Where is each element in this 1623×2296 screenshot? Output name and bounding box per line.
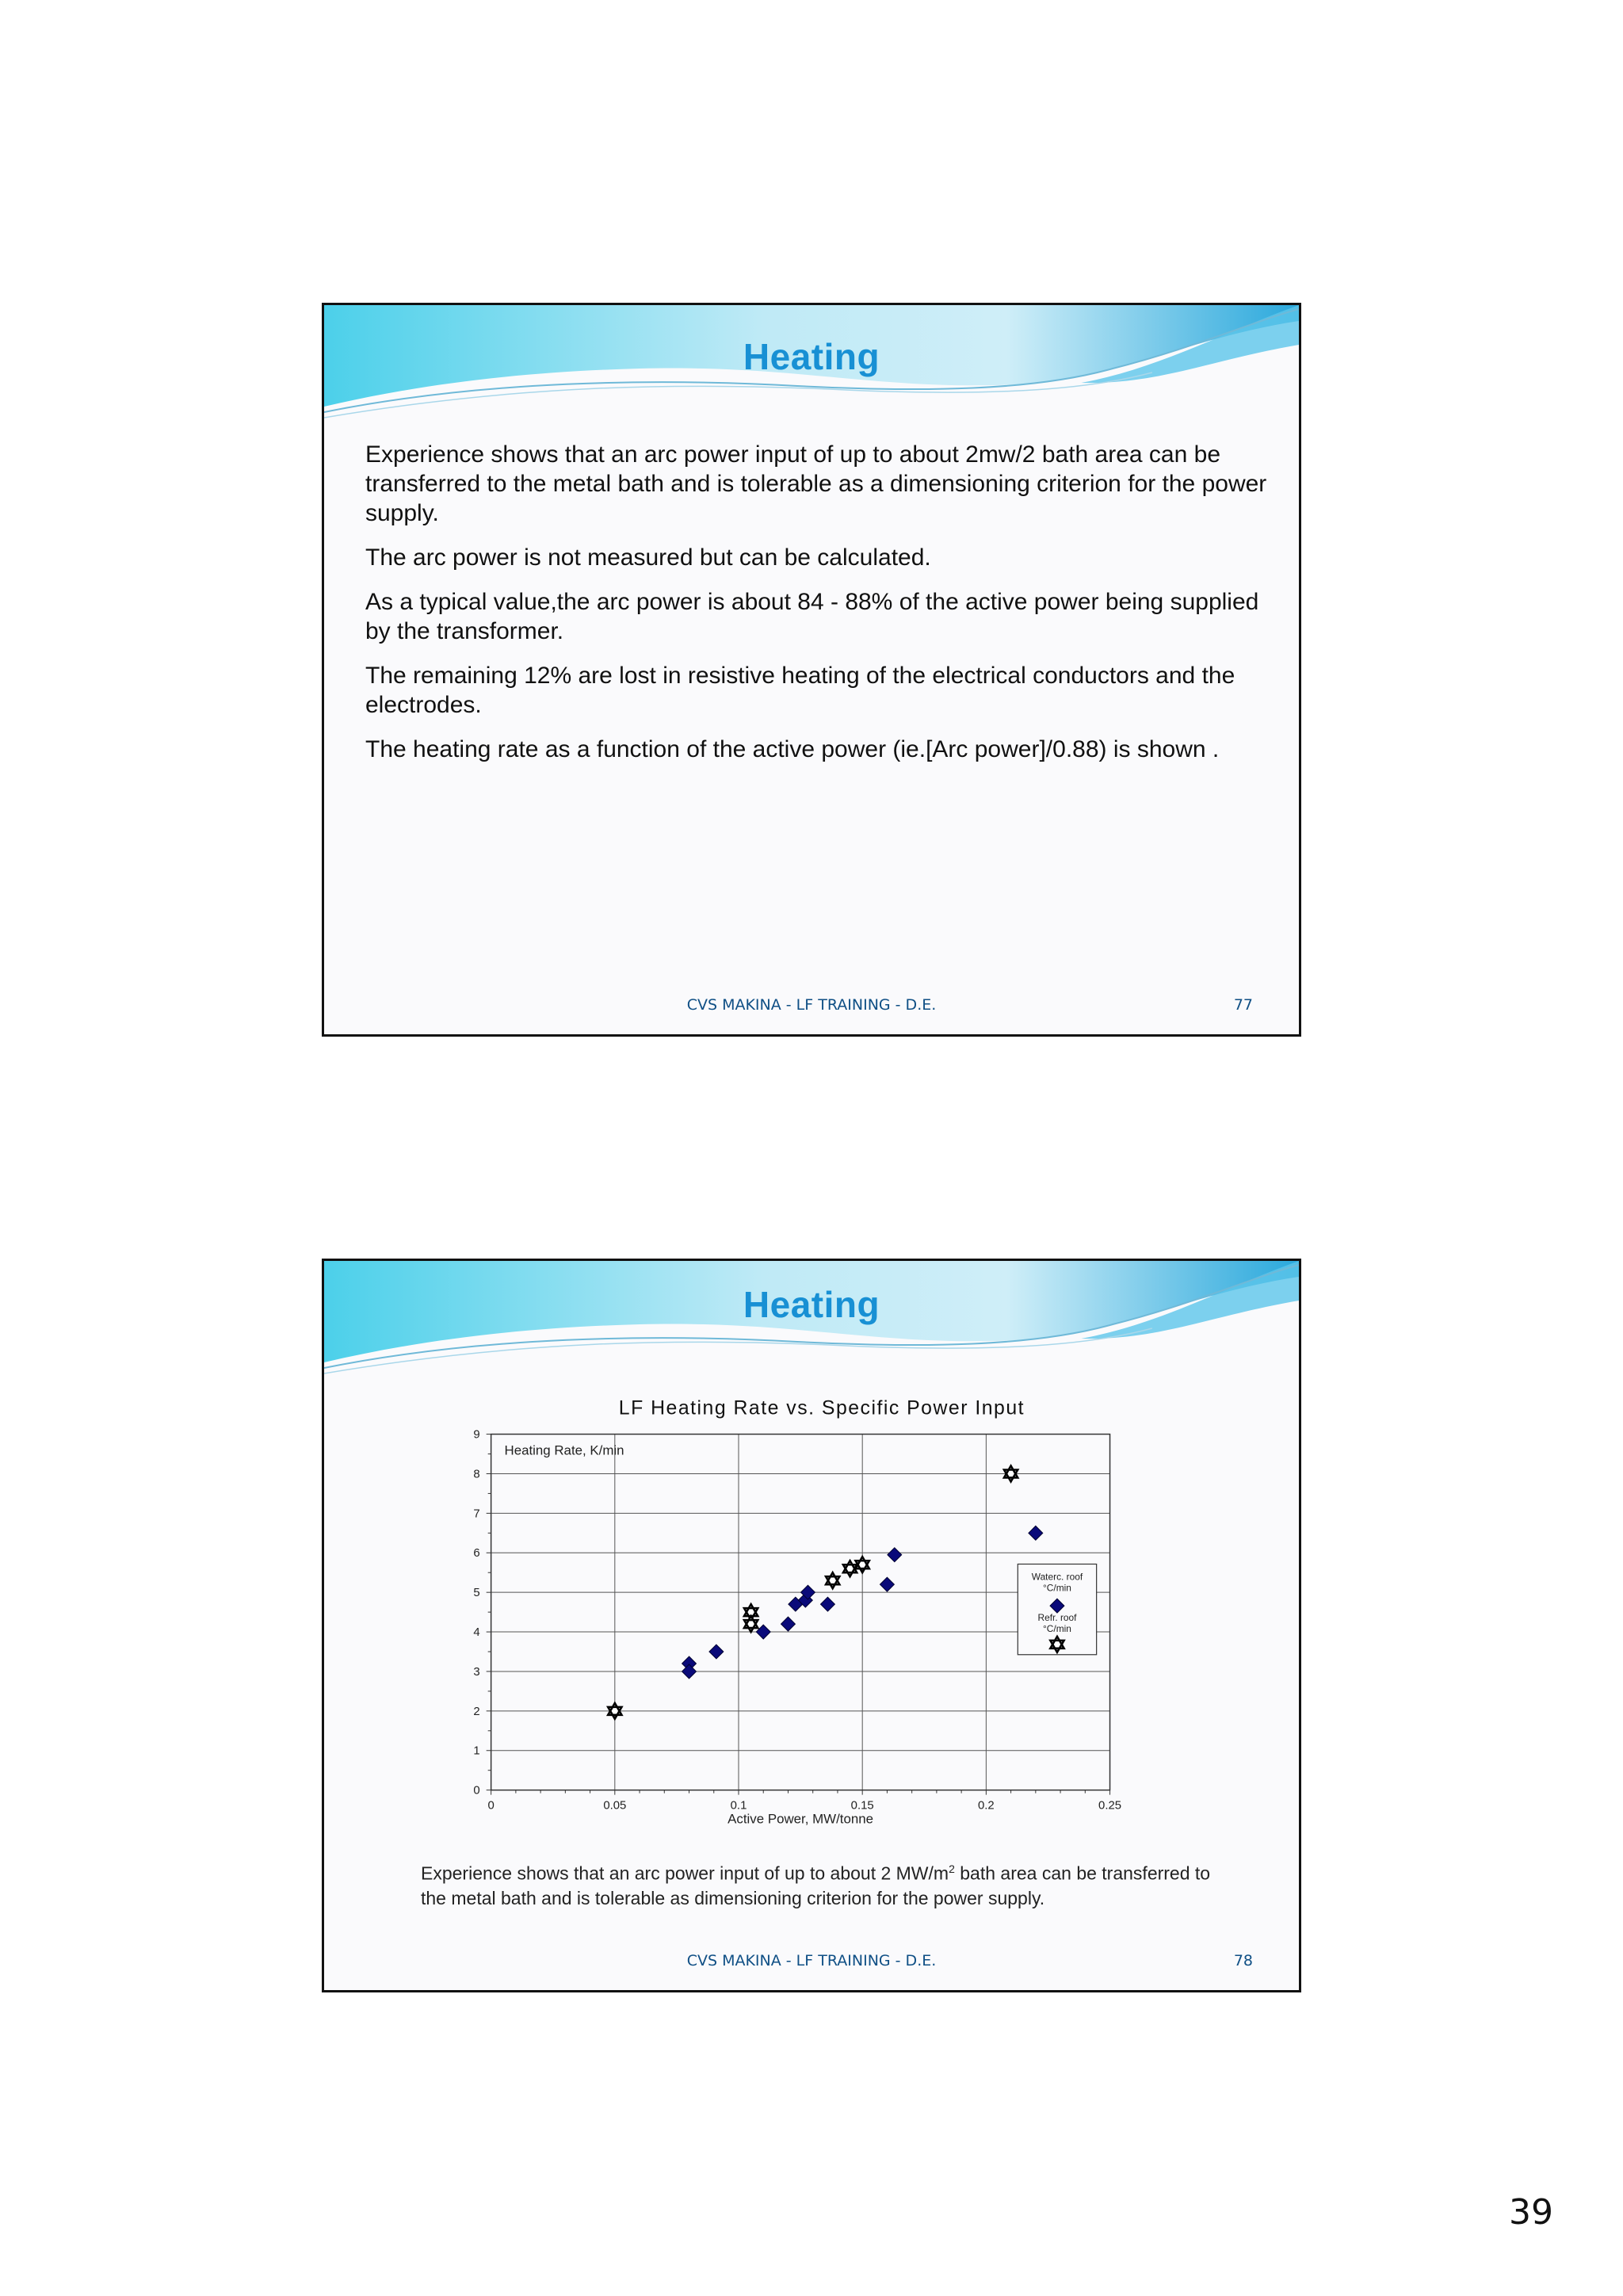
paragraph: The heating rate as a function of the active power (ie.[Arc power]/0.88) is shown . xyxy=(365,736,1220,762)
y-tick-label: 4 xyxy=(473,1626,480,1640)
slide-body xyxy=(365,440,1277,779)
caption-text: Experience shows that an arc power input of up to about 2 MW/m xyxy=(421,1862,949,1884)
slide-number: 78 xyxy=(1233,1952,1253,1969)
paragraph: As a typical value,the arc power is about 84 - 88% of the active power being supplied by the transformer. xyxy=(365,589,1259,644)
legend-label-line: Waterc. roof xyxy=(1031,1571,1083,1583)
caption-superscript: 2 xyxy=(949,1862,955,1875)
chart-title: LF Heating Rate vs. Specific Power Input xyxy=(618,1397,1025,1419)
slide-title: Heating xyxy=(743,336,880,377)
data-point-waterc xyxy=(821,1597,835,1611)
y-tick-label: 1 xyxy=(473,1744,480,1758)
data-point-waterc xyxy=(682,1664,697,1679)
y-tick-label: 6 xyxy=(473,1547,480,1561)
slide-footer xyxy=(324,996,1299,1020)
slide-caption xyxy=(421,1857,1213,1911)
slide-footer xyxy=(324,1952,1299,1976)
y-tick-label: 9 xyxy=(473,1428,480,1442)
footer-label: CVS MAKINA - LF TRAINING - D.E. xyxy=(686,1952,937,1969)
data-point-waterc xyxy=(1029,1526,1043,1540)
x-tick-label: 0 xyxy=(487,1799,495,1813)
x-tick-label: 0.25 xyxy=(1098,1799,1122,1813)
data-point-refr xyxy=(744,1616,758,1632)
x-tick-label: 0.1 xyxy=(730,1799,747,1813)
data-point-waterc xyxy=(888,1548,902,1562)
y-axis-label: Heating Rate, K/min xyxy=(504,1442,624,1458)
slide-77 xyxy=(322,303,1301,1037)
paragraph: The remaining 12% are lost in resistive heating of the electrical conductors and the electrodes. xyxy=(365,663,1235,718)
chart-grid xyxy=(491,1435,1110,1790)
y-ticks xyxy=(473,1429,491,1797)
x-tick-label: 0.2 xyxy=(978,1799,995,1813)
x-tick-label: 0.15 xyxy=(850,1799,874,1813)
legend-label-refr xyxy=(1037,1612,1077,1634)
legend-label-unit: °C/min xyxy=(1043,1582,1071,1594)
y-tick-label: 2 xyxy=(473,1705,480,1718)
footer-label: CVS MAKINA - LF TRAINING - D.E. xyxy=(686,996,937,1014)
x-tick-label: 0.05 xyxy=(603,1799,627,1813)
caption-text-cont: bath area can be transferred to the metal bath and is tolerable as dimensioning criterion for the power supply. xyxy=(421,1862,1211,1908)
x-axis-label: Active Power, MW/tonne xyxy=(727,1811,874,1827)
legend-label-line: Refr. roof xyxy=(1037,1612,1077,1624)
paragraph: Experience shows that an arc power input of up to about 2mw/2 bath area can be transferred to the metal bath and is tolerable as a dimensioning criterion for the power supply. xyxy=(365,441,1267,526)
data-point-waterc xyxy=(781,1617,796,1631)
slide-number: 77 xyxy=(1233,996,1253,1014)
y-tick-label: 3 xyxy=(473,1665,480,1679)
data-point-refr xyxy=(826,1572,839,1588)
legend-label-unit: °C/min xyxy=(1043,1622,1071,1634)
slide-78 xyxy=(322,1259,1301,1992)
chart-legend xyxy=(1018,1564,1096,1655)
x-ticks xyxy=(487,1790,1121,1813)
y-tick-label: 5 xyxy=(473,1587,480,1600)
y-tick-label: 7 xyxy=(473,1507,480,1521)
page-number: 39 xyxy=(1509,2192,1553,2233)
plot-frame xyxy=(491,1435,1110,1790)
paragraph: The arc power is not measured but can be calculated. xyxy=(365,544,931,571)
data-point-waterc xyxy=(880,1577,894,1591)
y-tick-label: 0 xyxy=(473,1784,480,1797)
data-point-waterc xyxy=(709,1645,724,1659)
slide-title: Heating xyxy=(743,1284,880,1325)
data-point-refr xyxy=(1004,1466,1018,1482)
y-tick-label: 8 xyxy=(473,1468,480,1481)
